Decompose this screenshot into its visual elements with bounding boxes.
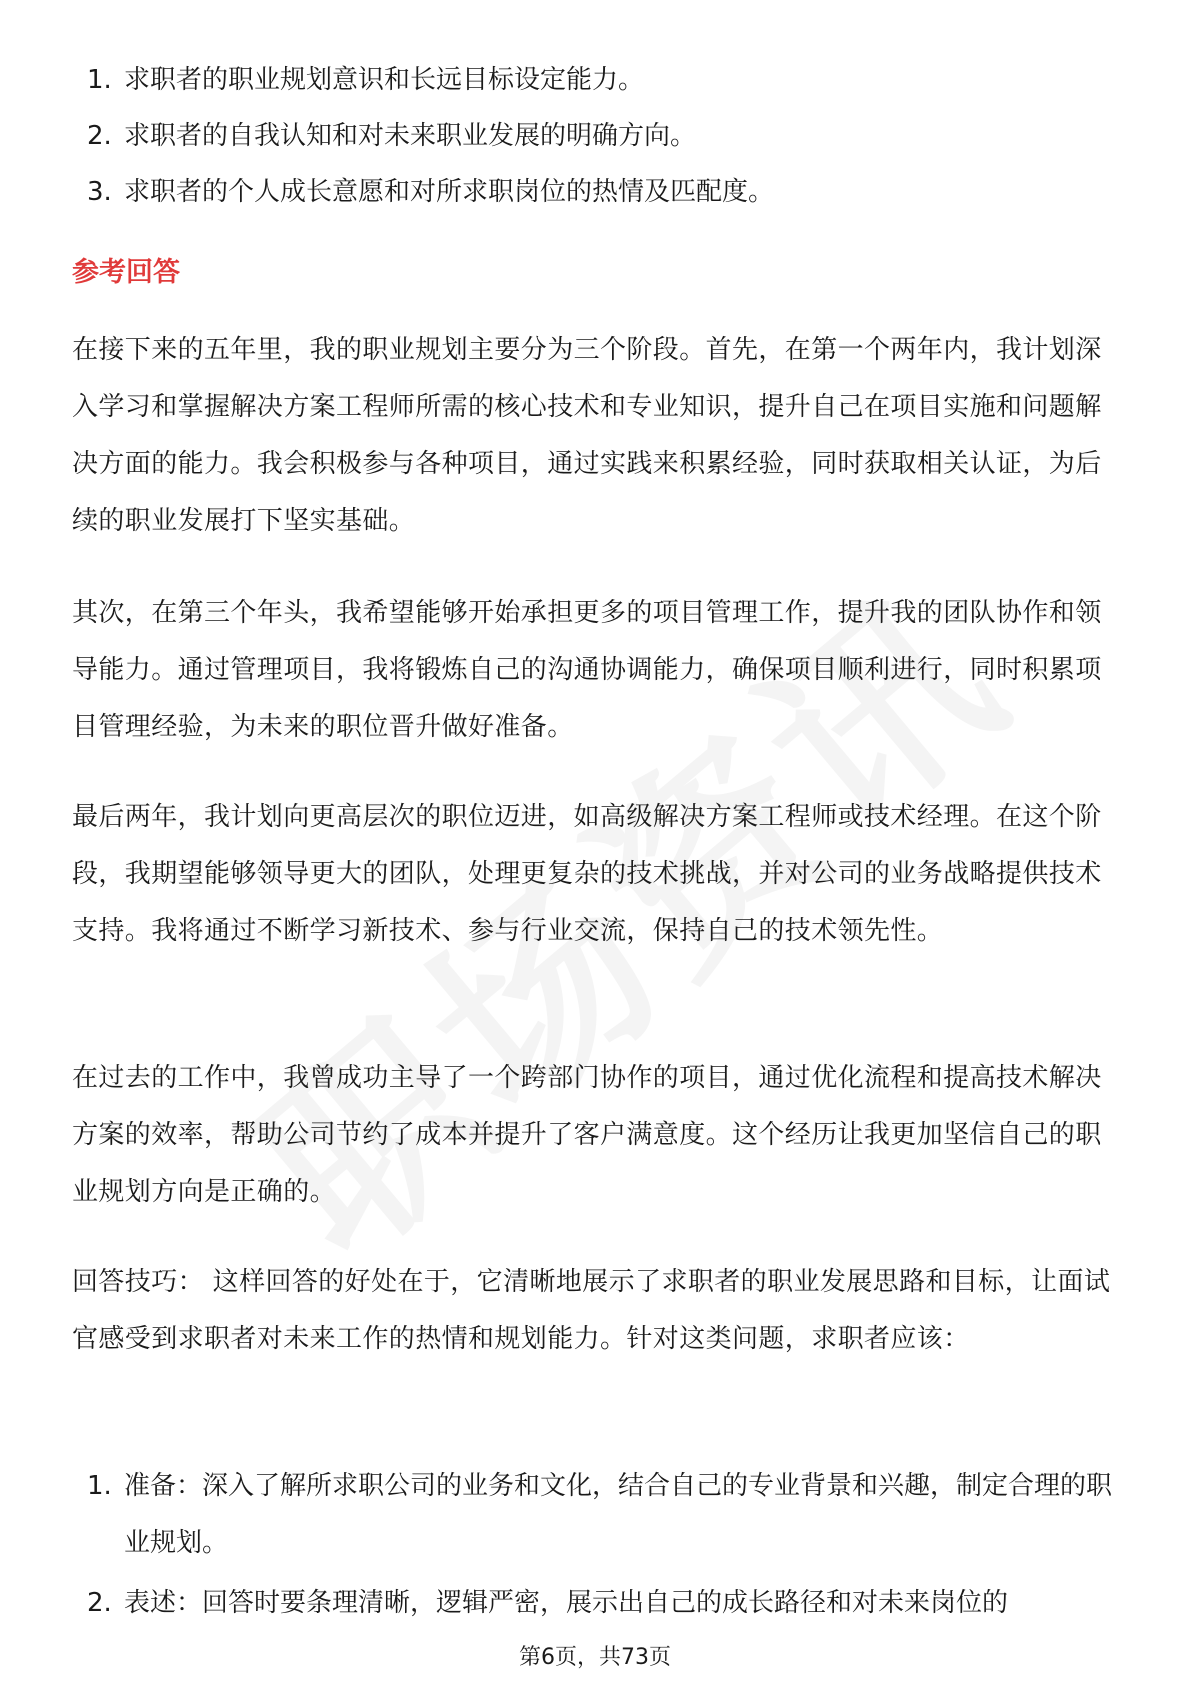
list-item-number: 1. (87, 1471, 112, 1501)
answer-paragraph: 在接下来的五年里，我的职业规划主要分为三个阶段。首先，在第一个两年内，我计划深入学习和掌握解决方案工程师所需的核心技术和专业知识，提升自己在项目实施和问题解决方面的能力。我会积极参与各种项目，通过实践来积累经验，同时获取相关认证，为后续的职业发展打下坚实基础。 (72, 335, 1102, 536)
list-item-number: 2. (87, 121, 112, 151)
list-item (72, 174, 774, 210)
list-item-text: 准备：深入了解所求职公司的业务和文化，结合自己的专业背景和兴趣，制定合理的职业规划。 (124, 1471, 1113, 1558)
list-item-text: 求职者的个人成长意愿和对所求职岗位的热情及匹配度。 (124, 177, 775, 207)
list-item-text: 表述：回答时要条理清晰，逻辑严密，展示出自己的成长路径和对未来岗位的 (124, 1588, 1009, 1618)
tips-paragraph: 回答技巧： 这样回答的好处在于，它清晰地展示了求职者的职业发展思路和目标，让面试官感受到求职者对未来工作的热情和规划能力。针对这类问题，求职者应该： (72, 1267, 1111, 1354)
answer-paragraph: 最后两年，我计划向更高层次的职位迈进，如高级解决方案工程师或技术经理。在这个阶段，我期望能够领导更大的团队，处理更复杂的技术挑战，并对公司的业务战略提供技术支持。我将通过不断学习新技术、参与行业交流，保持自己的技术领先性。 (72, 802, 1102, 946)
tips-list (72, 1458, 1122, 1635)
answer-paragraph: 在过去的工作中，我曾成功主导了一个跨部门协作的项目，通过优化流程和提高技术解决方案的效率，帮助公司节约了成本并提升了客户满意度。这个经历让我更加坚信自己的职业规划方向是正确的。 (72, 1063, 1102, 1207)
page-number-footer: 第6页，共73页 (519, 1645, 671, 1670)
list-item-number: 1. (87, 65, 112, 95)
list-item (72, 118, 774, 154)
list-item-text: 求职者的职业规划意识和长远目标设定能力。 (124, 65, 645, 95)
answer-paragraph: 其次，在第三个年头，我希望能够开始承担更多的项目管理工作，提升我的团队协作和领导能力。通过管理项目，我将锻炼自己的沟通协调能力，确保项目顺利进行，同时积累项目管理经验，为未来的职位晋升做好准备。 (72, 598, 1102, 742)
list-item (72, 1575, 1122, 1632)
list-item (72, 1458, 1122, 1572)
list-item-number: 2. (87, 1588, 112, 1618)
list-item (72, 62, 774, 98)
section-heading: 参考回答 (72, 257, 180, 288)
evaluation-points-list (72, 62, 774, 230)
list-item-number: 3. (87, 177, 112, 207)
list-item-text: 求职者的自我认知和对未来职业发展的明确方向。 (124, 121, 697, 151)
